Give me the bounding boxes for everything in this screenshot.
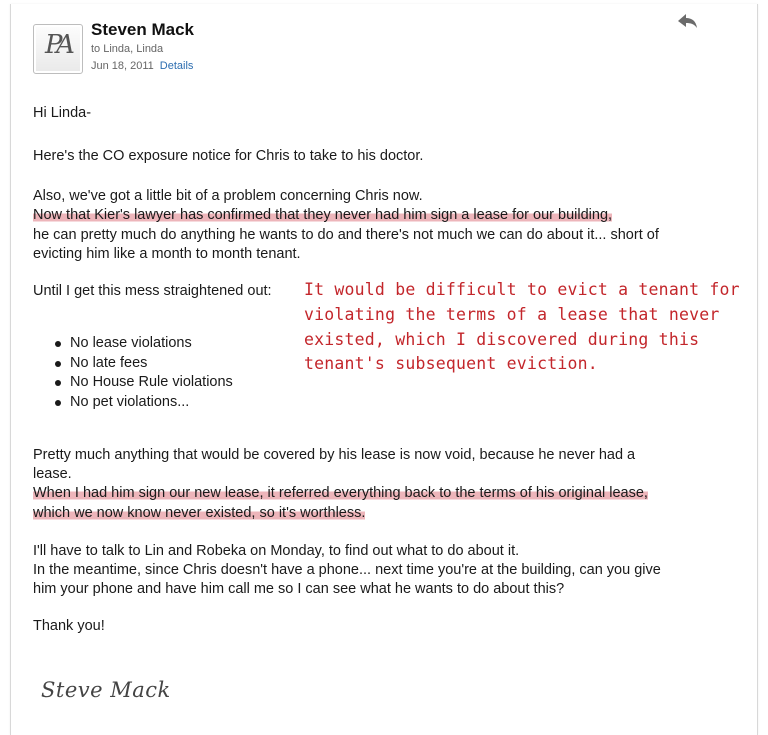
list-item: No late fees <box>55 354 233 374</box>
greeting: Hi Linda- <box>33 105 92 121</box>
date-row <box>91 60 193 72</box>
highlight-when: When I had him sign our new lease, it referred everything back to the terms of his original lease, <box>33 485 648 501</box>
avatar <box>33 24 83 74</box>
notice-line: Here's the CO exposure notice for Chris to take to his doctor. <box>33 148 424 164</box>
highlight-lawyer: Now that Kier's lawyer has confirmed that they never had him sign a lease for our building, <box>33 207 613 223</box>
annotation-line-2: violating the terms of a lease that never <box>304 305 720 324</box>
evicting-line: evicting him like a month to month tenant. <box>33 246 301 262</box>
lin-line: I'll have to talk to Lin and Robeka on Monday, to find out what to do about it. <box>33 543 520 559</box>
sender-name[interactable]: Steven Mack <box>91 20 194 39</box>
cando-line: he can pretty much do anything he wants to do and there's not much we can do about it... short of <box>33 227 659 243</box>
avatar-initials: PA <box>45 30 71 60</box>
list-item: No lease violations <box>55 334 233 354</box>
annotation-line-4: tenant's subsequent eviction. <box>304 354 598 373</box>
reply-arrow-icon[interactable] <box>676 12 700 34</box>
list-item: No House Rule violations <box>55 373 233 393</box>
him-line: him your phone and have him call me so I can see what he wants to do about this? <box>33 581 565 597</box>
highlight-which: which we now know never existed, so it's worthless. <box>33 505 366 521</box>
problem-line: Also, we've got a little bit of a problem concerning Chris now. <box>33 188 423 204</box>
until-line: Until I get this mess straightened out: <box>33 283 272 299</box>
pretty-line: Pretty much anything that would be covered by his lease is now void, because he never had a <box>33 447 636 463</box>
thanks-line: Thank you! <box>33 618 105 634</box>
bullet-list <box>55 334 233 412</box>
lease-line: lease. <box>33 466 72 482</box>
when-line <box>33 485 648 501</box>
recipients-line: to Linda, Linda <box>91 43 164 55</box>
email-header <box>11 4 757 84</box>
list-item: No pet violations... <box>55 393 233 413</box>
annotation-line-3: existed, which I discovered during this <box>304 330 700 349</box>
annotation-line-1: It would be difficult to evict a tenant for <box>304 280 740 299</box>
details-link[interactable]: Details <box>159 60 194 72</box>
signature: Steve Mack <box>41 678 171 702</box>
email-date: Jun 18, 2011 <box>91 60 154 72</box>
meantime-line: In the meantime, since Chris doesn't have a phone... next time you're at the building, can you give <box>33 562 661 578</box>
email-frame <box>10 4 758 735</box>
which-line <box>33 505 365 521</box>
lawyer-line <box>33 207 612 223</box>
